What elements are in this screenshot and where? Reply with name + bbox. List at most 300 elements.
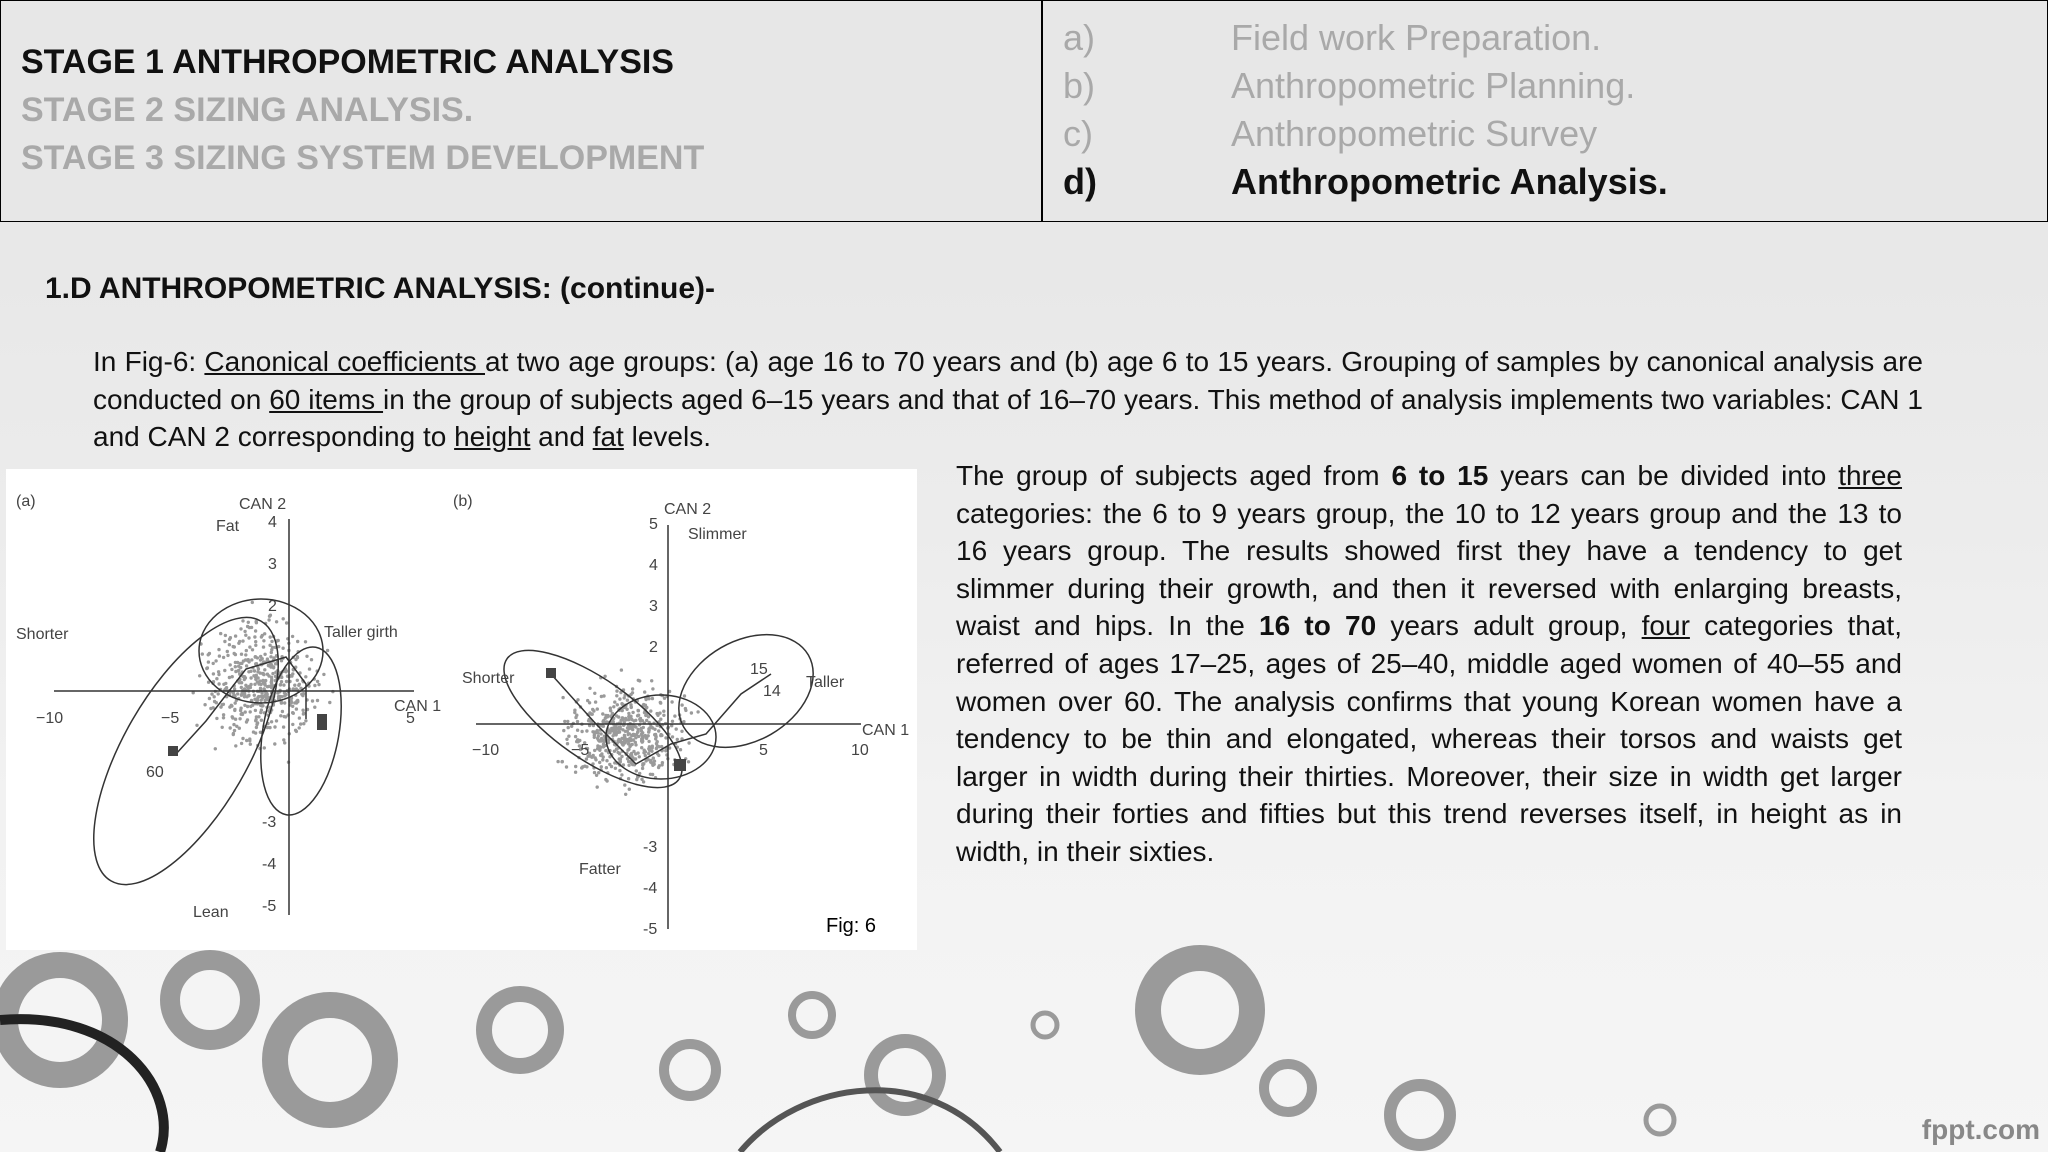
- scatter-point: [240, 742, 243, 745]
- scatter-point: [198, 674, 201, 677]
- scatter-point: [326, 649, 329, 652]
- scatter-point: [268, 644, 271, 647]
- scatter-point: [613, 700, 616, 703]
- scatter-point: [292, 687, 295, 690]
- scatter-point: [640, 737, 643, 740]
- scatter-point: [580, 730, 583, 733]
- scatter-point: [304, 719, 307, 722]
- scatter-point: [641, 767, 644, 770]
- panel-b-left-label: Shorter: [462, 670, 515, 687]
- scatter-point: [239, 707, 242, 710]
- scatter-point: [270, 720, 273, 723]
- scatter-point: [244, 710, 247, 713]
- scatter-point: [246, 625, 249, 628]
- scatter-point: [629, 703, 632, 706]
- scatter-point: [215, 717, 218, 720]
- scatter-point: [671, 735, 674, 738]
- scatter-point: [566, 742, 569, 745]
- scatter-point: [614, 733, 617, 736]
- scatter-point: [629, 737, 632, 740]
- scatter-point: [563, 720, 566, 723]
- scatter-point: [594, 700, 597, 703]
- scatter-point: [604, 714, 607, 717]
- scatter-point: [244, 658, 247, 661]
- scatter-point: [228, 643, 231, 646]
- scatter-point: [265, 698, 268, 701]
- panel-a-top-label: Fat: [216, 518, 240, 535]
- scatter-point: [605, 766, 608, 769]
- scatter-point: [299, 722, 302, 725]
- scatter-point: [247, 660, 250, 663]
- scatter-point: [640, 746, 643, 749]
- scatter-point: [205, 667, 208, 670]
- y-tick: -3: [262, 814, 277, 831]
- scatter-point: [291, 635, 294, 638]
- scatter-point: [605, 759, 608, 762]
- scatter-point: [567, 735, 570, 738]
- scatter-point: [272, 665, 275, 668]
- panel-b-tag: (b): [453, 493, 473, 510]
- group-marker: [674, 759, 686, 771]
- step-letter: c): [1063, 113, 1093, 154]
- x-tick: 10: [851, 742, 869, 759]
- scatter-point: [671, 720, 674, 723]
- scatter-point: [592, 709, 595, 712]
- scatter-point: [201, 652, 204, 655]
- panel-b-yaxis-label: CAN 2: [664, 501, 712, 518]
- scatter-point: [223, 669, 226, 672]
- scatter-point: [621, 718, 624, 721]
- scatter-point: [658, 711, 661, 714]
- scatter-point: [274, 662, 277, 665]
- scatter-point: [234, 701, 237, 704]
- panel-b-right-label: Taller: [806, 674, 845, 691]
- scatter-point: [619, 758, 622, 761]
- scatter-point: [609, 709, 612, 712]
- scatter-point: [561, 760, 564, 763]
- scatter-point: [210, 692, 213, 695]
- scatter-point: [662, 710, 665, 713]
- scatter-point: [273, 725, 276, 728]
- scatter-point: [263, 653, 266, 656]
- scatter-point: [213, 700, 216, 703]
- scatter-point: [642, 780, 645, 783]
- scatter-point: [601, 720, 604, 723]
- scatter-point: [195, 724, 198, 727]
- scatter-point: [626, 699, 629, 702]
- scatter-point: [620, 773, 623, 776]
- scatter-point: [664, 749, 667, 752]
- scatter-point: [207, 653, 210, 656]
- scatter-point: [229, 663, 232, 666]
- scatter-point: [645, 736, 648, 739]
- x-tick: 5: [759, 742, 768, 759]
- body-paragraph: [956, 457, 1902, 871]
- scatter-point: [296, 640, 299, 643]
- scatter-point: [247, 694, 250, 697]
- scatter-point: [234, 665, 237, 668]
- scatter-point: [613, 750, 616, 753]
- scatter-point: [230, 704, 233, 707]
- scatter-point: [627, 764, 630, 767]
- intro-text: in the group of subjects aged 6–15 years and that of 16–70 years. This method of analysis implements two variables: CAN 1 and CAN 2 corresponding to: [93, 383, 1923, 452]
- scatter-point: [222, 703, 225, 706]
- scatter-point: [651, 697, 654, 700]
- group-label: 15: [750, 661, 768, 678]
- scatter-point: [256, 696, 259, 699]
- scatter-point: [634, 725, 637, 728]
- scatter-point: [624, 793, 627, 796]
- body-text: The group of subjects aged from: [956, 460, 1392, 491]
- scatter-point: [684, 707, 687, 710]
- scatter-point: [248, 645, 251, 648]
- scatter-point: [676, 738, 679, 741]
- scatter-point: [656, 744, 659, 747]
- scatter-point: [266, 673, 269, 676]
- scatter-point: [297, 684, 300, 687]
- group-label: 14: [763, 683, 781, 700]
- scatter-point: [641, 762, 644, 765]
- scatter-point: [249, 710, 252, 713]
- scatter-point: [630, 752, 633, 755]
- step-text: Anthropometric Survey: [1231, 113, 1598, 154]
- scatter-point: [675, 727, 678, 730]
- scatter-point: [253, 694, 256, 697]
- scatter-point: [280, 676, 283, 679]
- scatter-point: [233, 729, 236, 732]
- figure-canvas: [6, 469, 917, 950]
- scatter-point: [636, 714, 639, 717]
- scatter-point: [647, 740, 650, 743]
- scatter-point: [254, 640, 257, 643]
- scatter-point: [275, 620, 278, 623]
- group-marker: [168, 746, 178, 756]
- scatter-point: [251, 648, 254, 651]
- scatter-point: [248, 737, 251, 740]
- scatter-point: [284, 693, 287, 696]
- scatter-point: [687, 741, 690, 744]
- scatter-point: [598, 739, 601, 742]
- scatter-point: [600, 765, 603, 768]
- body-underlined: four: [1641, 610, 1690, 642]
- scatter-point: [627, 718, 630, 721]
- intro-underlined: 60 items: [269, 383, 384, 415]
- scatter-point: [254, 731, 257, 734]
- scatter-point: [241, 619, 244, 622]
- decor-circle: [170, 960, 250, 1040]
- decor-circle: [275, 1005, 385, 1115]
- decor-circle: [484, 994, 556, 1066]
- scatter-point: [657, 766, 660, 769]
- scatter-point: [596, 707, 599, 710]
- scatter-point: [232, 645, 235, 648]
- scatter-point: [247, 636, 250, 639]
- scatter-point: [599, 732, 602, 735]
- scatter-point: [596, 744, 599, 747]
- scatter-point: [261, 657, 264, 660]
- scatter-point: [295, 707, 298, 710]
- scatter-point: [249, 676, 252, 679]
- scatter-point: [583, 765, 586, 768]
- scatter-point: [296, 679, 299, 682]
- panel-b-ellipses: [484, 612, 833, 812]
- scatter-point: [234, 661, 237, 664]
- scatter-point: [627, 712, 630, 715]
- intro-paragraph: [93, 343, 1923, 456]
- scatter-point: [626, 748, 629, 751]
- scatter-point: [566, 720, 569, 723]
- y-tick: 4: [268, 514, 277, 531]
- step-text: Anthropometric Planning.: [1231, 65, 1636, 106]
- body-bold: 6 to 15: [1391, 460, 1489, 491]
- y-tick: 2: [268, 598, 277, 615]
- decor-circle: [1390, 1085, 1450, 1145]
- panel-b-top-label: Slimmer: [688, 526, 747, 543]
- scatter-point: [593, 771, 596, 774]
- y-tick: 3: [649, 598, 658, 615]
- scatter-point: [567, 726, 570, 729]
- scatter-point: [245, 739, 248, 742]
- scatter-point: [231, 675, 234, 678]
- group-marker: [317, 714, 327, 730]
- scatter-point: [647, 752, 650, 755]
- scatter-point: [593, 749, 596, 752]
- scatter-point: [247, 686, 250, 689]
- scatter-point: [618, 697, 621, 700]
- body-underlined: three: [1838, 460, 1903, 491]
- scatter-point: [253, 635, 256, 638]
- scatter-point: [273, 742, 276, 745]
- scatter-point: [298, 716, 301, 719]
- decor-circle: [1646, 1106, 1674, 1134]
- scatter-point: [203, 703, 206, 706]
- scatter-point: [239, 627, 242, 630]
- scatter-point: [653, 733, 656, 736]
- scatter-point: [295, 687, 298, 690]
- scatter-point: [254, 709, 257, 712]
- scatter-point: [602, 725, 605, 728]
- scatter-point: [263, 668, 266, 671]
- scatter-point: [574, 716, 577, 719]
- scatter-point: [612, 705, 615, 708]
- scatter-point: [620, 668, 623, 671]
- stage-3-label: STAGE 3 SIZING SYSTEM DEVELOPMENT: [21, 139, 705, 177]
- scatter-point: [627, 715, 630, 718]
- scatter-point: [621, 728, 624, 731]
- intro-text: In Fig-6:: [93, 346, 205, 377]
- scatter-point: [295, 700, 298, 703]
- scatter-point: [662, 714, 665, 717]
- scatter-point: [627, 777, 630, 780]
- scatter-point: [322, 673, 325, 676]
- scatter-point: [235, 725, 238, 728]
- scatter-point: [302, 722, 305, 725]
- scatter-point: [657, 754, 660, 757]
- scatter-point: [259, 687, 262, 690]
- scatter-point: [604, 778, 607, 781]
- scatter-point: [245, 664, 248, 667]
- decor-circle: [1033, 1013, 1057, 1037]
- intro-underlined: height: [454, 421, 531, 452]
- scatter-point: [652, 756, 655, 759]
- decor-swirl: [740, 1090, 1000, 1152]
- scatter-point: [263, 632, 266, 635]
- scatter-point: [217, 692, 220, 695]
- scatter-point: [262, 639, 265, 642]
- scatter-point: [304, 675, 307, 678]
- scatter-point: [263, 682, 266, 685]
- scatter-point: [256, 670, 259, 673]
- scatter-point: [305, 655, 308, 658]
- scatter-point: [254, 644, 257, 647]
- stage-header: [0, 0, 2048, 222]
- scatter-point: [610, 729, 613, 732]
- scatter-point: [620, 741, 623, 744]
- panel-a-yaxis-label: CAN 2: [239, 496, 287, 513]
- decor-circle: [792, 995, 832, 1035]
- x-tick: −5: [571, 742, 590, 759]
- scatter-point: [608, 763, 611, 766]
- scatter-point: [255, 726, 258, 729]
- scatter-point: [687, 760, 690, 763]
- scatter-point: [246, 718, 249, 721]
- scatter-point: [282, 683, 285, 686]
- y-tick: -4: [643, 880, 658, 897]
- scatter-point: [638, 772, 641, 775]
- scatter-point: [562, 729, 565, 732]
- scatter-point: [585, 729, 588, 732]
- scatter-point: [224, 682, 227, 685]
- scatter-point: [275, 719, 278, 722]
- scatter-point: [680, 730, 683, 733]
- scatter-point: [217, 682, 220, 685]
- scatter-point: [224, 634, 227, 637]
- scatter-point: [638, 755, 641, 758]
- scatter-point: [683, 694, 686, 697]
- scatter-point: [265, 692, 268, 695]
- scatter-point: [643, 690, 646, 693]
- scatter-point: [594, 756, 597, 759]
- scatter-point: [222, 656, 225, 659]
- scatter-point: [573, 711, 576, 714]
- scatter-point: [600, 695, 603, 698]
- scatter-point: [218, 654, 221, 657]
- scatter-point: [217, 670, 220, 673]
- panel-b-axes: [476, 525, 861, 929]
- decor-circle: [664, 1044, 716, 1096]
- scatter-point: [219, 632, 222, 635]
- scatter-point: [618, 769, 621, 772]
- scatter-point: [260, 691, 263, 694]
- scatter-point: [615, 729, 618, 732]
- scatter-point: [302, 712, 305, 715]
- scatter-point: [233, 708, 236, 711]
- scatter-point: [270, 640, 273, 643]
- scatter-point: [655, 712, 658, 715]
- scatter-point: [328, 701, 331, 704]
- scatter-a: [192, 601, 335, 764]
- x-tick: −5: [161, 710, 180, 727]
- scatter-point: [659, 734, 662, 737]
- scatter-point: [316, 680, 319, 683]
- scatter-point: [639, 719, 642, 722]
- scatter-point: [586, 699, 589, 702]
- panel-a-right-label: Taller girth: [324, 624, 398, 641]
- scatter-point: [301, 709, 304, 712]
- intro-text: levels.: [623, 421, 711, 452]
- scatter-point: [267, 618, 270, 621]
- scatter-point: [618, 752, 621, 755]
- scatter-point: [631, 687, 634, 690]
- scatter-point: [598, 761, 601, 764]
- scatter-point: [280, 680, 283, 683]
- scatter-point: [226, 654, 229, 657]
- scatter-point: [226, 650, 229, 653]
- scatter-point: [254, 629, 257, 632]
- scatter-point: [243, 687, 246, 690]
- intro-text: at two age groups: (a) age 16 to 70 years and (b) age 6 to 15 years. Grouping of samples by canonical analysis are conducted on: [93, 346, 1923, 415]
- y-tick: 4: [649, 557, 658, 574]
- scatter-point: [640, 729, 643, 732]
- scatter-point: [574, 765, 577, 768]
- scatter-point: [302, 692, 305, 695]
- body-text: categories that, referred of ages 17–25, ages of 25–40, middle aged women of 40–55 and women over 60. The analysis confirms that young Korean women have a tendency to be thin and elongated, whereas their torsos and waists get larger in width during their thirties. Moreover, their size in width get larger during their forties and fifties but this trend reverses itself, in height as in width, in their sixties.: [956, 610, 1902, 867]
- scatter-point: [638, 679, 641, 682]
- panel-a-xaxis-label: CAN 1: [394, 698, 442, 715]
- scatter-point: [282, 725, 285, 728]
- scatter-point: [262, 673, 265, 676]
- scatter-point: [253, 683, 256, 686]
- scatter-point: [616, 703, 619, 706]
- group-marker: [546, 668, 556, 678]
- scatter-point: [316, 699, 319, 702]
- scatter-point: [270, 676, 273, 679]
- scatter-point: [222, 716, 225, 719]
- scatter-point: [576, 698, 579, 701]
- scatter-point: [215, 677, 218, 680]
- scatter-point: [244, 634, 247, 637]
- scatter-point: [253, 669, 256, 672]
- body-bold: 16 to 70: [1259, 610, 1377, 642]
- scatter-point: [282, 738, 285, 741]
- scatter-point: [649, 709, 652, 712]
- scatter-point: [263, 746, 266, 749]
- panel-a-ellipses: [57, 590, 353, 912]
- scatter-point: [269, 655, 272, 658]
- scatter-point: [221, 726, 224, 729]
- scatter-point: [276, 691, 279, 694]
- scatter-point: [239, 662, 242, 665]
- intro-text: and: [530, 421, 593, 452]
- y-tick: -4: [262, 856, 277, 873]
- scatter-point: [271, 672, 274, 675]
- scatter-point: [240, 653, 243, 656]
- step-letter: d): [1063, 161, 1097, 202]
- scatter-point: [304, 640, 307, 643]
- scatter-point: [561, 696, 564, 699]
- scatter-point: [596, 785, 599, 788]
- scatter-point: [241, 713, 244, 716]
- scatter-point: [279, 714, 282, 717]
- scatter-point: [313, 706, 316, 709]
- scatter-point: [214, 747, 217, 750]
- scatter-point: [651, 726, 654, 729]
- y-tick: -5: [643, 921, 658, 938]
- scatter-point: [283, 741, 286, 744]
- scatter-point: [283, 701, 286, 704]
- scatter-point: [285, 621, 288, 624]
- scatter-point: [234, 653, 237, 656]
